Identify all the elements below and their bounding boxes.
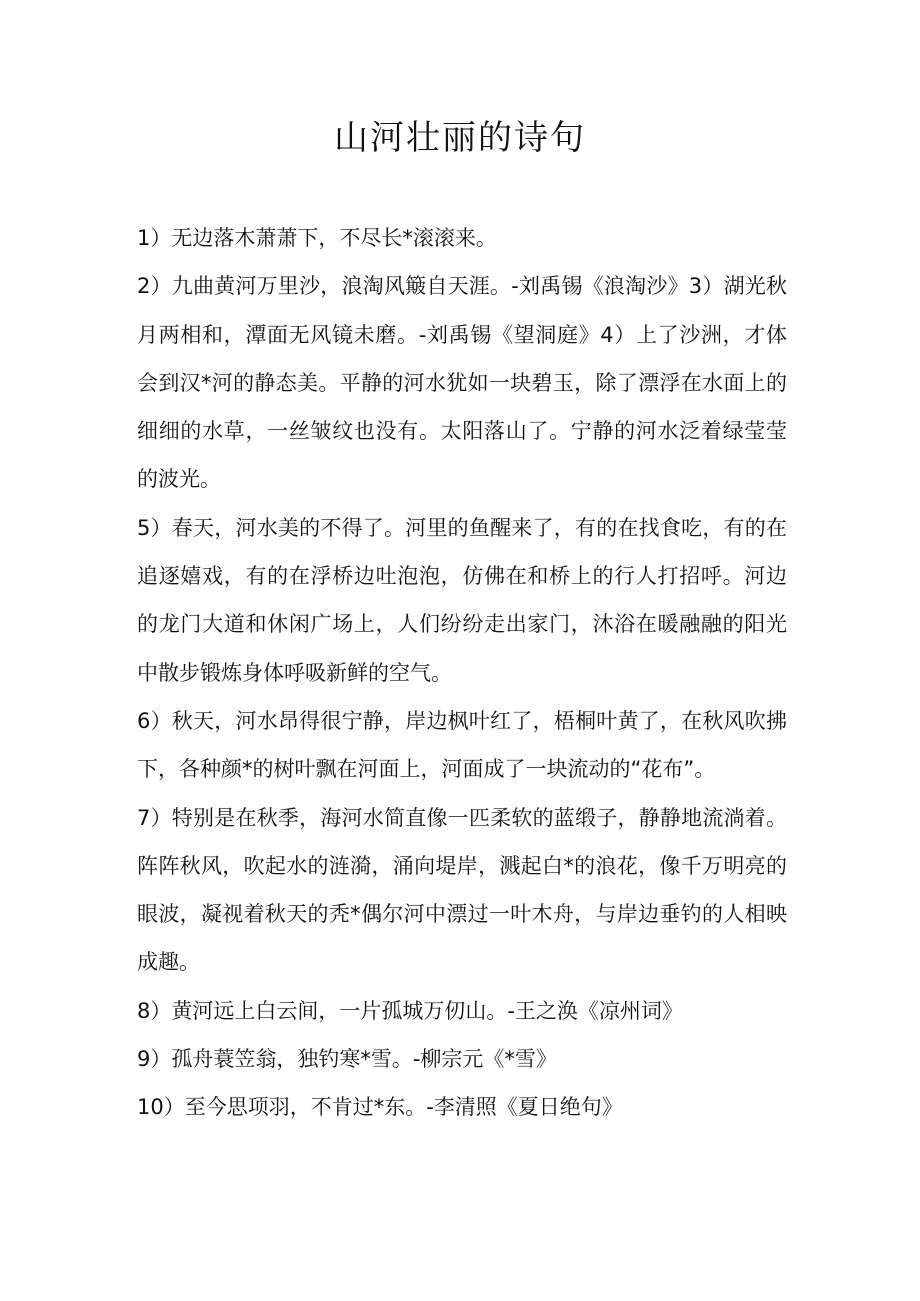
paragraph-6: 8）黄河远上白云间，一片孤城万仞山。-王之涣《凉州词》 [137,998,683,1023]
paragraph-8: 10）至今思项羽，不肯过*东。-李清照《夏日绝句》 [137,1095,623,1120]
paragraph-1: 1）无边落木萧萧下，不尽长*滚滚来。 [137,226,497,250]
paragraph-7: 9）孤舟蓑笠翁，独钓寒*雪。-柳宗元《*雪》 [137,1047,557,1072]
paragraph-4: 6）秋天，河水昂得很宁静，岸边枫叶红了，梧桐叶黄了，在秋风吹拂下，各种颜*的树叶飘在河面上，河面成了一块流动的“花布”。 [137,708,787,782]
document-body [137,214,787,1132]
paragraph-5: 7）特别是在秋季，海河水简直像一匹柔软的蓝缎子，静静地流淌着。阵阵秋风，吹起水的涟漪，涌向堤岸，溅起白*的浪花，像千万明亮的眼波，凝视着秋天的秃*偶尔河中漂过一叶木舟，与岸边垂钓的人相映成趣。 [137,805,787,975]
paragraph-2: 2）九曲黄河万里沙，浪淘风簸自天涯。-刘禹锡《浪淘沙》3）湖光秋月两相和，潭面无风镜未磨。-刘禹锡《望洞庭》4）上了沙洲，才体会到汉*河的静态美。平静的河水犹如一块碧玉，除了漂浮在水面上的细细的水草，一丝皱纹也没有。太阳落山了。宁静的河水泛着绿莹莹的波光。 [137,274,787,492]
paragraph-3: 5）春天，河水美的不得了。河里的鱼醒来了，有的在找食吃，有的在追逐嬉戏，有的在浮桥边吐泡泡，仿佛在和桥上的行人打招呼。河边的龙门大道和休闲广场上，人们纷纷走出家门，沐浴在暖融融的阳光中散步锻炼身体呼吸新鲜的空气。 [137,515,787,685]
document-title: 山河壮丽的诗句 [334,118,586,158]
